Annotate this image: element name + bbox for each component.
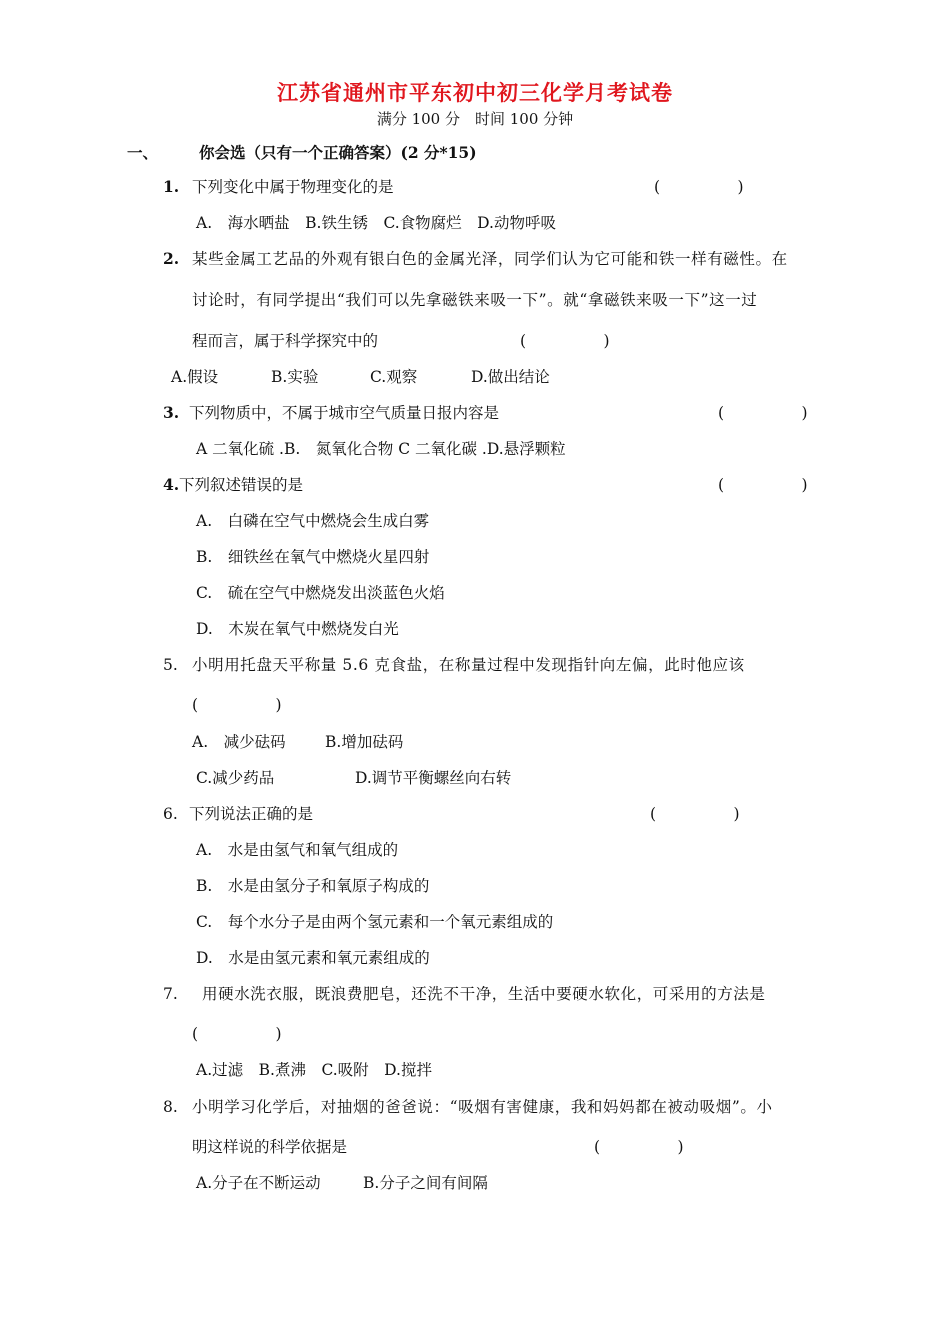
q5-option-c: C.减少药品 (196, 769, 275, 787)
section-number: 一、 (127, 143, 159, 162)
q1-stem: 下列变化中属于物理变化的是 (192, 178, 394, 196)
q4-stem: 下列叙述错误的是 (179, 476, 304, 494)
q6-option-d: D. 水是由氢元素和氧元素组成的 (196, 949, 430, 967)
q3-number: 3. (163, 403, 180, 422)
q1-number: 1. (163, 177, 180, 196)
q8-number: 8. (163, 1098, 178, 1116)
q8-stem-line2: 明这样说的科学依据是 (192, 1138, 348, 1156)
q6-answer-blank: ( ) (650, 805, 740, 823)
q2-answer-blank: ( ) (520, 332, 610, 350)
page-title: 江苏省通州市平东初中初三化学月考试卷 (277, 80, 673, 105)
q5-option-b: B.增加砝码 (325, 733, 404, 751)
q1-answer-blank: ( ) (654, 178, 744, 196)
section-heading: 你会选（只有一个正确答案）(2 分*15) (199, 143, 477, 162)
q3-answer-blank: ( ) (718, 404, 808, 422)
q8-answer-blank: ( ) (594, 1138, 684, 1156)
q8-stem-line1: 小明学习化学后，对抽烟的爸爸说：“吸烟有害健康，我和妈妈都在被动吸烟”。小 (192, 1098, 773, 1116)
q6-stem: 下列说法正确的是 (189, 805, 314, 823)
q4-option-a: A. 白磷在空气中燃烧会生成白雾 (196, 512, 430, 530)
q4-option-b: B. 细铁丝在氧气中燃烧火星四射 (196, 548, 430, 566)
q5-stem: 小明用托盘天平称量 5.6 克食盐，在称量过程中发现指针向左偏，此时他应该 (192, 656, 745, 674)
q4-answer-blank: ( ) (718, 476, 808, 494)
q5-number: 5. (163, 656, 178, 674)
q6-number: 6. (163, 805, 178, 823)
q2-option-c: C.观察 (370, 368, 418, 386)
q7-options: A.过滤 B.煮沸 C.吸附 D.搅拌 (196, 1061, 432, 1079)
q1-options: A. 海水晒盐 B.铁生锈 C.食物腐烂 D.动物呼吸 (196, 214, 556, 232)
q2-stem-line2: 讨论时，有同学提出“我们可以先拿磁铁来吸一下”。就“拿磁铁来吸一下”这一过 (192, 291, 758, 309)
q7-stem: 用硬水洗衣服，既浪费肥皂，还洗不干净，生活中要硬水软化，可采用的方法是 (202, 985, 766, 1003)
q3-options: A 二氧化硫 .B. 氮氧化合物 C 二氧化碳 .D.悬浮颗粒 (196, 440, 566, 458)
q5-answer-blank: ( ) (192, 696, 282, 714)
q5-option-d: D.调节平衡螺丝向右转 (355, 769, 512, 787)
q8-option-a: A.分子在不断运动 (196, 1174, 321, 1192)
q2-option-b: B.实验 (271, 368, 319, 386)
q4-option-d: D. 木炭在氧气中燃烧发白光 (196, 620, 399, 638)
q4-option-c: C. 硫在空气中燃烧发出淡蓝色火焰 (196, 584, 445, 602)
q2-option-a: A.假设 (171, 368, 219, 386)
q2-number: 2. (163, 249, 180, 268)
q5-option-a: A. 减少砝码 (192, 733, 286, 751)
q2-stem-line1: 某些金属工艺品的外观有银白色的金属光泽，同学们认为它可能和铁一样有磁性。在 (192, 250, 788, 268)
q6-option-c: C. 每个水分子是由两个氢元素和一个氧元素组成的 (196, 913, 554, 931)
q2-option-d: D.做出结论 (471, 368, 550, 386)
exam-subtitle: 满分 100 分 时间 100 分钟 (376, 110, 574, 128)
q7-number: 7. (163, 985, 178, 1003)
q3-stem: 下列物质中，不属于城市空气质量日报内容是 (189, 404, 500, 422)
q7-answer-blank: ( ) (192, 1025, 282, 1043)
q6-option-a: A. 水是由氢气和氧气组成的 (196, 841, 399, 859)
q6-option-b: B. 水是由氢分子和氧原子构成的 (196, 877, 430, 895)
q4-number: 4. (163, 475, 180, 494)
q2-stem-line3: 程而言，属于科学探究中的 (192, 332, 379, 350)
q8-option-b: B.分子之间有间隔 (363, 1174, 488, 1192)
